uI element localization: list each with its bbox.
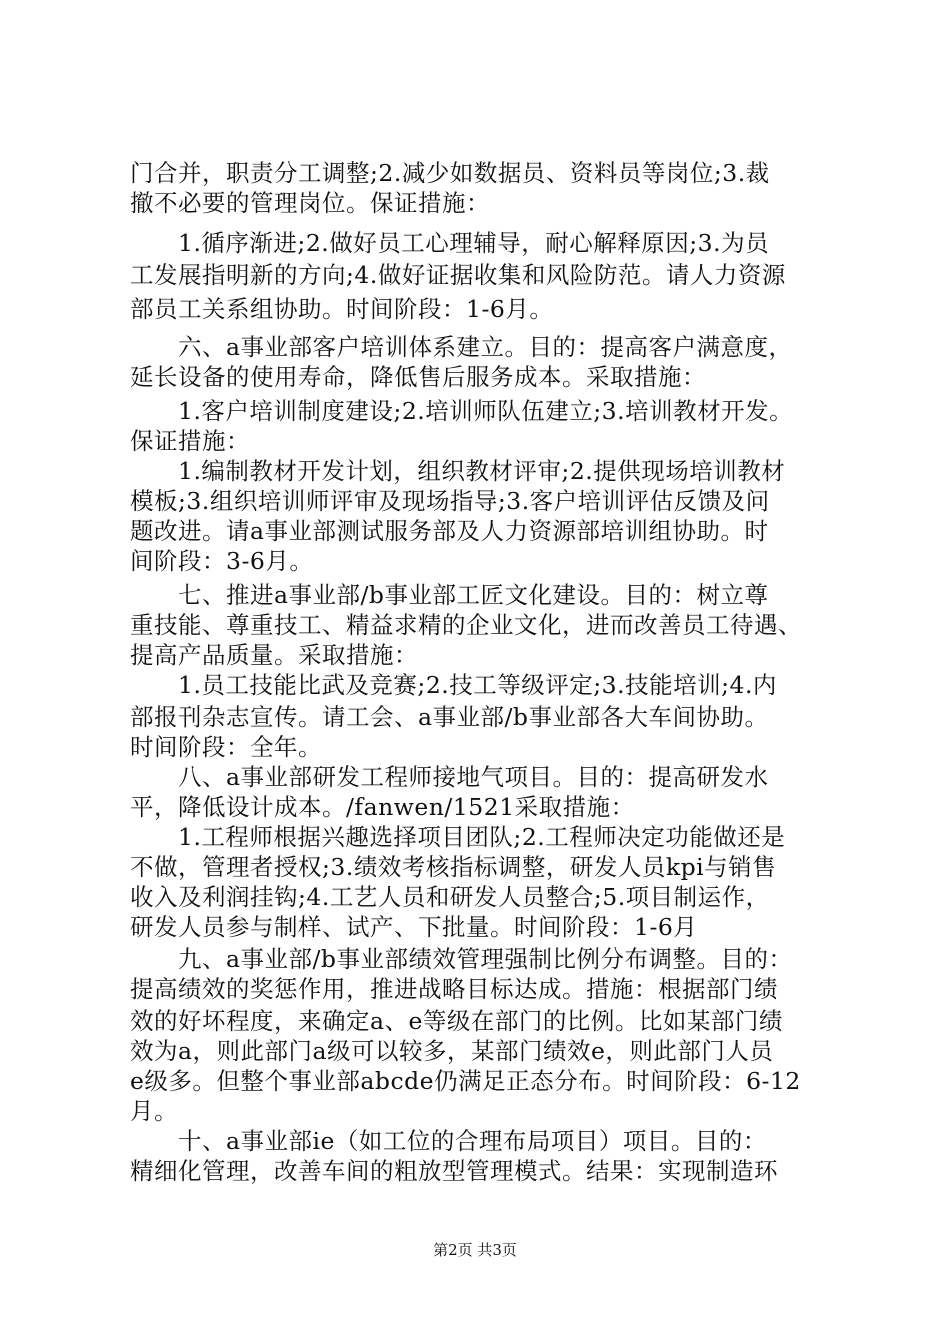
text-line: 工发展指明新的方向;4.做好证据收集和风险防范。请人力资源 (130, 261, 786, 289)
text-line: 1.员工技能比武及竞赛;2.技工等级评定;3.技能培训;4.内 (178, 671, 777, 699)
text-line: 七、推进a事业部/b事业部工匠文化建设。目的：树立尊 (178, 581, 769, 609)
text-line: 1.客户培训制度建设;2.培训师队伍建立;3.培训教材开发。 (178, 397, 794, 425)
text-line: 平，降低设计成本。/fanwen/1521采取措施： (130, 793, 635, 821)
text-line: 1.工程师根据兴趣选择项目团队;2.工程师决定功能做还是 (178, 823, 786, 851)
text-line: 1.编制教材开发计划，组织教材评审;2.提供现场培训教材 (178, 457, 786, 485)
text-line: 提高绩效的奖惩作用，推进战略目标达成。措施：根据部门绩 (130, 975, 778, 1003)
text-line: 保证措施： (130, 427, 250, 455)
text-line: 精细化管理，改善车间的粗放型管理模式。结果：实现制造环 (130, 1157, 778, 1185)
text-line: 撤不必要的管理岗位。保证措施： (130, 189, 490, 217)
text-line: 延长设备的使用寿命，降低售后服务成本。采取措施： (130, 363, 706, 391)
text-line: e级多。但整个事业部abcde仍满足正态分布。时间阶段：6-12 (130, 1067, 801, 1095)
text-line: 提高产品质量。采取措施： (130, 641, 418, 669)
text-line: 效为a，则此部门a级可以较多，某部门绩效e，则此部门人员 (130, 1037, 774, 1065)
text-line: 效的好坏程度，来确定a、e等级在部门的比例。比如某部门绩 (130, 1007, 783, 1035)
text-line: 研发人员参与制样、试产、下批量。时间阶段：1-6月 (130, 913, 698, 941)
text-line: 间阶段：3-6月。 (130, 547, 314, 575)
text-line: 时间阶段：全年。 (130, 733, 322, 761)
text-line: 部报刊杂志宣传。请工会、a事业部/b事业部各大车间协助。 (130, 703, 769, 731)
text-line: 题改进。请a事业部测试服务部及人力资源部培训组协助。时 (130, 517, 769, 545)
text-line: 月。 (130, 1097, 178, 1125)
text-line: 模板;3.组织培训师评审及现场指导;3.客户培训评估反馈及问 (130, 487, 770, 515)
text-line: 十、a事业部ie（如工位的合理布局项目）项目。目的： (178, 1127, 767, 1155)
text-line: 不做，管理者授权;3.绩效考核指标调整，研发人员kpi与销售 (130, 853, 777, 881)
text-line: 门合并，职责分工调整;2.减少如数据员、资料员等岗位;3.裁 (130, 159, 770, 187)
text-line: 重技能、尊重技工、精益求精的企业文化，进而改善员工待遇、 (130, 611, 802, 639)
text-line: 部员工关系组协助。时间阶段：1-6月。 (130, 295, 554, 323)
text-line: 收入及利润挂钩;4.工艺人员和研发人员整合;5.项目制运作， (130, 883, 770, 911)
text-line: 八、a事业部研发工程师接地气项目。目的：提高研发水 (178, 763, 769, 791)
text-line: 1.循序渐进;2.做好员工心理辅导，耐心解释原因;3.为员 (178, 229, 770, 257)
page-footer: 第2页 共3页 (433, 1241, 517, 1259)
text-line: 六、a事业部客户培训体系建立。目的：提高客户满意度， (178, 333, 793, 361)
text-line: 九、a事业部/b事业部绩效管理强制比例分布调整。目的： (178, 945, 793, 973)
